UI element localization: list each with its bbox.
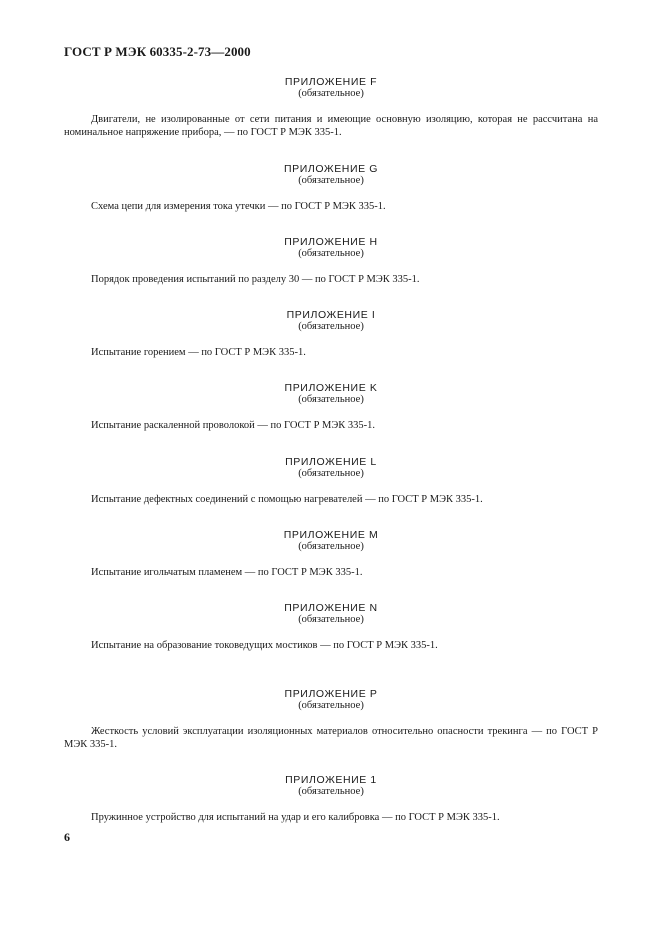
appendix-f [64,76,598,139]
appendix-k [64,382,598,432]
appendix-title: ПРИЛОЖЕНИЕ H [284,236,378,248]
appendix-h [64,236,598,286]
appendix-title: ПРИЛОЖЕНИЕ F [284,76,378,88]
appendix-text: Испытание дефектных соединений с помощью нагревателей — по ГОСТ Р МЭК 335-1. [91,494,483,505]
appendix-status: (обязательное) [298,541,364,552]
appendix-title: ПРИЛОЖЕНИЕ 1 [285,774,377,786]
appendix-status: (обязательное) [298,321,364,332]
appendix-n [64,602,598,652]
appendix-status: (обязательное) [298,88,364,99]
appendix-title: ПРИЛОЖЕНИЕ M [283,529,379,541]
appendix-text: Испытание горением — по ГОСТ Р МЭК 335-1. [91,347,306,358]
appendix-title: ПРИЛОЖЕНИЕ K [284,382,378,394]
appendix-title: ПРИЛОЖЕНИЕ I [286,309,376,321]
appendix-text: Испытание игольчатым пламенем — по ГОСТ Р МЭК 335-1. [91,567,363,578]
appendix-title: ПРИЛОЖЕНИЕ G [283,163,379,175]
appendix-g [64,163,598,213]
appendix-status: (обязательное) [298,786,364,797]
appendix-status: (обязательное) [298,394,364,405]
appendix-text: Порядок проведения испытаний по разделу 30 — по ГОСТ Р МЭК 335-1. [91,274,420,285]
appendix-text: Испытание на образование токоведущих мостиков — по ГОСТ Р МЭК 335-1. [91,640,438,651]
appendix-text: Жесткость условий эксплуатации изоляционных материалов относительно опасности трекинга — по ГОСТ Р МЭК 335-1. [64,726,598,750]
appendix-text: Пружинное устройство для испытаний на удар и его калибровка — по ГОСТ Р МЭК 335-1. [91,812,500,823]
appendix-status: (обязательное) [298,700,364,711]
appendix-m [64,529,598,579]
appendix-i [64,309,598,359]
appendix-status: (обязательное) [298,468,364,479]
appendix-text: Испытание раскаленной проволокой — по ГОСТ Р МЭК 335-1. [91,420,376,431]
appendix-status: (обязательное) [298,175,364,186]
appendix-l [64,456,598,506]
appendix-status: (обязательное) [298,248,364,259]
appendix-title: ПРИЛОЖЕНИЕ N [284,602,378,614]
appendix-text: Двигатели, не изолированные от сети питания и имеющие основную изоляцию, которая не рассчитана на номинальное напряжение прибора, — по ГОСТ Р МЭК 335-1. [64,114,598,138]
appendix-title: ПРИЛОЖЕНИЕ L [285,456,377,468]
page-number: 6 [64,830,70,844]
appendix-status: (обязательное) [298,614,364,625]
appendix-title: ПРИЛОЖЕНИЕ P [284,688,378,700]
appendix-text: Схема цепи для измерения тока утечки — по ГОСТ Р МЭК 335-1. [91,201,386,212]
appendix-1 [64,774,598,824]
document-code-header: ГОСТ Р МЭК 60335-2-73—2000 [64,44,251,59]
appendix-p [64,688,598,751]
